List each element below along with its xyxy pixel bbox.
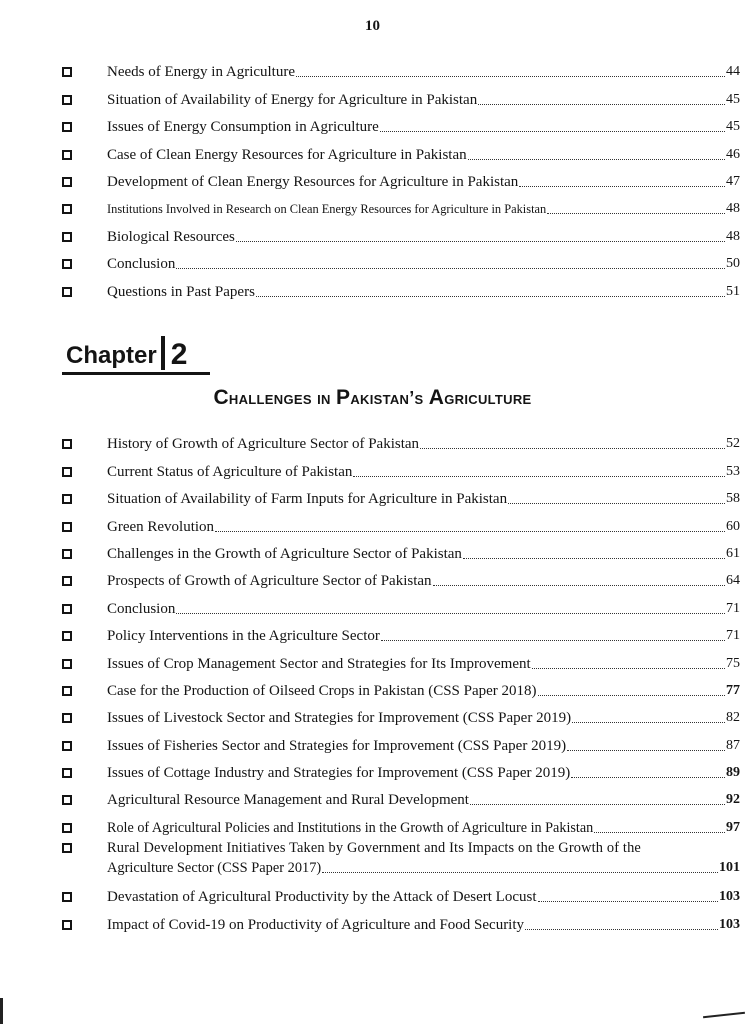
chapter-heading <box>66 336 187 370</box>
toc-entry <box>62 727 740 754</box>
toc-entry-page: 89 <box>726 765 740 781</box>
chapter-title-part: akistan’s <box>350 388 429 408</box>
toc-entry <box>62 590 740 617</box>
toc-section-top <box>62 54 740 301</box>
scan-edge-mark <box>0 998 3 1024</box>
checkbox-bullet-icon <box>62 892 72 902</box>
page-number: 10 <box>365 18 380 34</box>
toc-entry-page: 82 <box>726 710 740 726</box>
toc-entry-title: Challenges in the Growth of Agriculture Sector of Pakistan <box>107 545 462 562</box>
toc-entry-page: 101 <box>719 859 740 875</box>
toc-entry-title: Impact of Covid-19 on Productivity of Agriculture and Food Security <box>107 916 525 933</box>
toc-entry-title-line-2: Agriculture Sector (CSS Paper 2017) <box>107 859 322 876</box>
toc-entry-title: Current Status of Agriculture of Pakistan <box>107 463 353 480</box>
chapter-label: Chapter <box>66 342 157 369</box>
checkbox-bullet-icon <box>62 204 72 214</box>
toc-entry <box>62 645 740 672</box>
chapter-title-part: A <box>428 386 445 409</box>
toc-entry <box>62 191 740 218</box>
toc-entry-page: 77 <box>726 682 740 698</box>
toc-entry-page: 51 <box>726 283 740 299</box>
toc-entry <box>62 81 740 108</box>
toc-entry-title: Devastation of Agricultural Productivity by the Attack of Desert Locust <box>107 889 537 906</box>
checkbox-bullet-icon <box>62 920 72 930</box>
toc-entry-page: 103 <box>719 916 740 932</box>
toc-entry-page: 53 <box>726 463 740 479</box>
checkbox-bullet-icon <box>62 686 72 696</box>
checkbox-bullet-icon <box>62 259 72 269</box>
checkbox-bullet-icon <box>62 150 72 160</box>
toc-entry <box>62 673 740 700</box>
toc-entry <box>62 453 740 480</box>
checkbox-bullet-icon <box>62 232 72 242</box>
toc-entry <box>62 906 740 933</box>
toc-entry-title: Conclusion <box>107 600 176 617</box>
toc-entry-page: 92 <box>726 792 740 808</box>
toc-entry-page: 64 <box>726 573 740 589</box>
toc-entry-title-line-1: Rural Development Initiatives Taken by Government and Its Impacts on the Growth of the <box>107 839 641 856</box>
toc-entry <box>62 782 740 809</box>
checkbox-bullet-icon <box>62 741 72 751</box>
toc-entry <box>62 618 740 645</box>
toc-entry-title: Prospects of Growth of Agriculture Sector of Pakistan <box>107 573 432 590</box>
toc-entry-title: Issues of Energy Consumption in Agriculture <box>107 119 379 136</box>
chapter-underline <box>62 372 210 375</box>
toc-entry <box>62 508 740 535</box>
toc-entry-title: Issues of Fisheries Sector and Strategies for Improvement (CSS Paper 2019) <box>107 737 567 754</box>
toc-entry-page: 46 <box>726 146 740 162</box>
toc-entry-page: 71 <box>726 628 740 644</box>
toc-entry <box>62 164 740 191</box>
toc-entry <box>62 136 740 163</box>
checkbox-bullet-icon <box>62 549 72 559</box>
toc-entry-page: 52 <box>726 436 740 452</box>
toc-entry-title: Questions in Past Papers <box>107 283 255 300</box>
toc-entry-page: 87 <box>726 737 740 753</box>
toc-entry-title: Institutions Involved in Research on Clean Energy Resources for Agriculture in Pakistan <box>107 202 547 217</box>
toc-entry-title: Issues of Livestock Sector and Strategies for Improvement (CSS Paper 2019) <box>107 710 572 727</box>
checkbox-bullet-icon <box>62 604 72 614</box>
toc-entry <box>62 700 740 727</box>
checkbox-bullet-icon <box>62 576 72 586</box>
toc-entry-title: Green Revolution <box>107 518 215 535</box>
toc-entry-page: 58 <box>726 491 740 507</box>
toc-entry <box>62 809 740 836</box>
toc-entry-page: 103 <box>719 889 740 905</box>
toc-entry-title: Case of Clean Energy Resources for Agriculture in Pakistan <box>107 146 467 163</box>
toc-entry-page: 71 <box>726 600 740 616</box>
toc-entry-title: Case for the Production of Oilseed Crops in Pakistan (CSS Paper 2018) <box>107 682 537 699</box>
toc-entry <box>62 755 740 782</box>
toc-entry-title: Needs of Energy in Agriculture <box>107 64 296 81</box>
checkbox-bullet-icon <box>62 713 72 723</box>
checkbox-bullet-icon <box>62 768 72 778</box>
toc-entry <box>62 246 740 273</box>
toc-entry <box>62 563 740 590</box>
toc-entry-title: Policy Interventions in the Agriculture Sector <box>107 628 380 645</box>
chapter-title-part: griculture <box>444 388 532 408</box>
checkbox-bullet-icon <box>62 795 72 805</box>
checkbox-bullet-icon <box>62 843 72 853</box>
checkbox-bullet-icon <box>62 631 72 641</box>
toc-entry-page: 47 <box>726 173 740 189</box>
chapter-divider <box>161 336 165 370</box>
checkbox-bullet-icon <box>62 95 72 105</box>
checkbox-bullet-icon <box>62 439 72 449</box>
toc-entry <box>62 273 740 300</box>
checkbox-bullet-icon <box>62 287 72 297</box>
toc-entry-title: Issues of Crop Management Sector and Strategies for Its Improvement <box>107 655 531 672</box>
toc-entry-title: Agricultural Resource Management and Rural Development <box>107 792 469 809</box>
checkbox-bullet-icon <box>62 177 72 187</box>
toc-entry-page: 44 <box>726 64 740 80</box>
toc-entry-page: 48 <box>726 201 740 217</box>
checkbox-bullet-icon <box>62 122 72 132</box>
toc-entry-page: 61 <box>726 545 740 561</box>
checkbox-bullet-icon <box>62 494 72 504</box>
toc-entry-page: 45 <box>726 119 740 135</box>
toc-section-chapter-2 <box>62 426 740 934</box>
toc-entry-page: 48 <box>726 228 740 244</box>
toc-entry <box>62 481 740 508</box>
toc-entry-title: Issues of Cottage Industry and Strategies for Improvement (CSS Paper 2019) <box>107 765 571 782</box>
scan-edge-mark <box>703 1012 745 1018</box>
toc-entry-page: 60 <box>726 518 740 534</box>
toc-entry-title: History of Growth of Agriculture Sector of Pakistan <box>107 436 420 453</box>
toc-entry <box>62 536 740 563</box>
chapter-title-part: P <box>336 386 351 409</box>
toc-entry <box>62 109 740 136</box>
toc-entry-title: Biological Resources <box>107 228 235 245</box>
toc-entry-title: Situation of Availability of Farm Inputs for Agriculture in Pakistan <box>107 491 508 508</box>
chapter-number: 2 <box>170 338 188 371</box>
toc-entry-title: Development of Clean Energy Resources for Agriculture in Pakistan <box>107 173 519 190</box>
chapter-title <box>0 386 745 410</box>
toc-entry <box>62 218 740 245</box>
toc-entry-page: 75 <box>726 655 740 671</box>
toc-entry <box>62 837 740 879</box>
checkbox-bullet-icon <box>62 467 72 477</box>
toc-entry-title: Situation of Availability of Energy for Agriculture in Pakistan <box>107 91 478 108</box>
toc-entry-page: 50 <box>726 256 740 272</box>
toc-entry <box>62 54 740 81</box>
checkbox-bullet-icon <box>62 823 72 833</box>
toc-entry-page: 97 <box>726 819 740 835</box>
checkbox-bullet-icon <box>62 522 72 532</box>
toc-entry-title: Conclusion <box>107 256 176 273</box>
toc-entry <box>62 879 740 906</box>
chapter-title-part: C <box>213 386 229 409</box>
toc-entry <box>62 426 740 453</box>
toc-entry-title: Role of Agricultural Policies and Institutions in the Growth of Agriculture in Pakistan <box>107 819 594 836</box>
checkbox-bullet-icon <box>62 67 72 77</box>
chapter-title-part: hallenges in <box>228 388 336 408</box>
toc-entry-page: 45 <box>726 91 740 107</box>
checkbox-bullet-icon <box>62 659 72 669</box>
